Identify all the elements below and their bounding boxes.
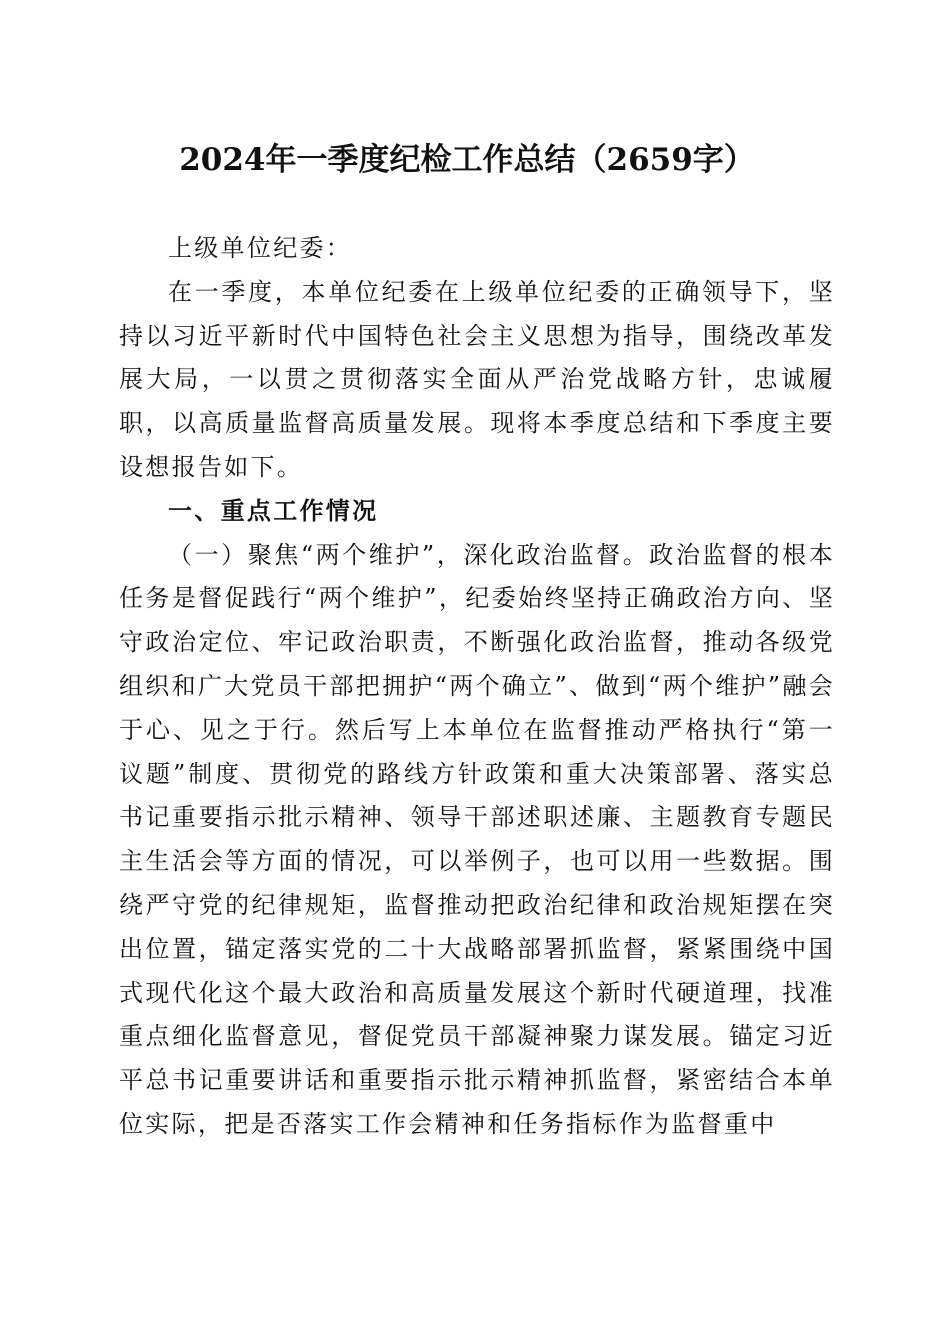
document-title: 2024年一季度纪检工作总结（2659字） — [179, 142, 755, 178]
salutation: 上级单位纪委： — [168, 234, 353, 262]
intro-paragraph: 在一季度，本单位纪委在上级单位纪委的正确领导下，坚持以习近平新时代中国特色社会主义思想为指导，围绕改革发展大局，一以贯之贯彻落实全面从严治党战略方针，忠诚履职，以高质量监督高质量发展。现将本季度总结和下季度主要设想报告如下。 — [119, 277, 835, 481]
document-body — [119, 227, 835, 1147]
section-paragraph: （一）聚焦“两个维护”，深化政治监督。政治监督的根本任务是督促践行“两个维护”，纪委始终坚持正确政治方向、坚守政治定位、牢记政治职责，不断强化政治监督，推动各级党组织和广大党员干部把拥护“两个确立”、做到“两个维护”融会于心、见之于行。然后写上本单位在监督推动严格执行“第一议题”制度、贯彻党的路线方针政策和重大决策部署、落实总书记重要指示批示精神、领导干部述职述廉、主题教育专题民主生活会等方面的情况，可以举例子，也可以用一些数据。围绕严守党的纪律规矩，监督推动把政治纪律和政治规矩摆在突出位置，锚定落实党的二十大战略部署抓监督，紧紧围绕中国式现代化这个最大政治和高质量发展这个新时代硬道理，找准重点细化监督意见，督促党员干部凝神聚力谋发展。锚定习近平总书记重要讲话和重要指示批示精神抓监督，紧密结合本单位实际，把是否落实工作会精神和任务指标作为监督重中 — [119, 540, 835, 1138]
section-heading: 一、重点工作情况 — [168, 496, 379, 525]
